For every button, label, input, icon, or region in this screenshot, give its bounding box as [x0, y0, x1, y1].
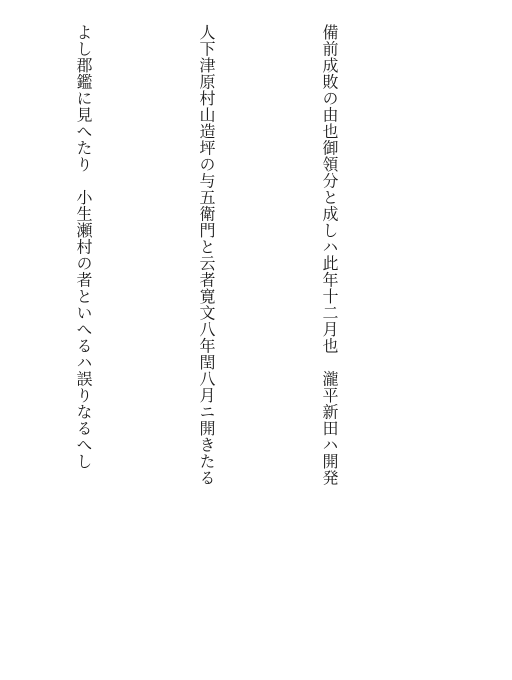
text-column-2: 人下津原村山造坪の与五衛門と云者寛文八年閏八月ニ開きたる	[197, 24, 216, 486]
vertical-text-body	[0, 24, 432, 664]
text-column-1: 備前成敗の由也御領分と成しハ此年十二月也 瀧平新田ハ開発	[320, 24, 339, 486]
text-column-3: よし郡鑑に見へたり 小生瀬村の者といへるハ誤りなるへし	[74, 24, 93, 470]
